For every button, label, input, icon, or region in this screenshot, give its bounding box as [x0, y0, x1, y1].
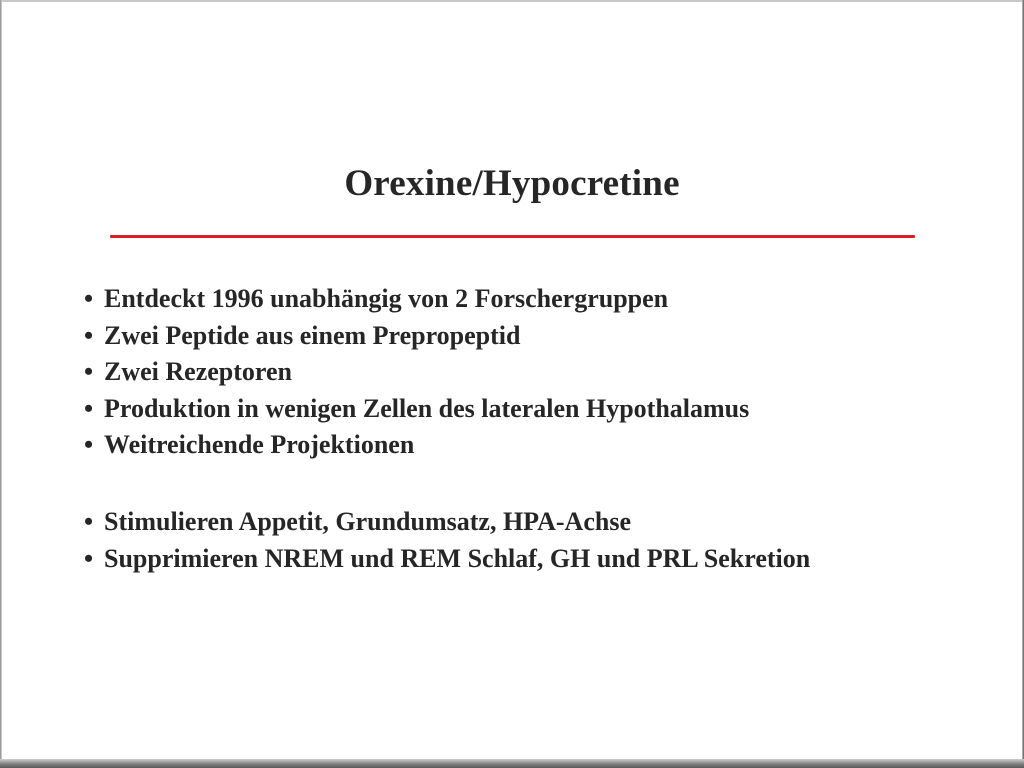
bullet-item: [84, 281, 984, 318]
bullet-list-secondary: [84, 504, 984, 577]
bullet-text: Zwei Rezeptoren: [104, 357, 292, 386]
bullet-text: Weitreichende Projektionen: [104, 430, 415, 459]
bullet-dot: •: [84, 357, 94, 386]
bullet-list-primary: [84, 281, 984, 464]
bullet-item: [84, 504, 984, 541]
bullet-text: Supprimieren NREM und REM Schlaf, GH und PRL Sekretion: [104, 543, 811, 573]
frame-edge-bottom: [0, 759, 1024, 768]
bullet-dot: •: [84, 284, 94, 313]
bullet-item: [84, 354, 984, 391]
bullet-dot: •: [84, 320, 94, 350]
title-underline: [110, 235, 915, 238]
bullet-item: [84, 391, 984, 428]
bullet-text: Stimulieren Appetit, Grundumsatz, HPA-Achse: [104, 507, 631, 536]
bullet-text: Zwei Peptide aus einem Prepropeptid: [104, 320, 521, 350]
bullet-text: Entdeckt 1996 unabhängig von 2 Forschergruppen: [104, 284, 669, 313]
bullet-item: [84, 318, 984, 355]
bullet-item: [84, 541, 984, 578]
bullet-dot: •: [84, 393, 94, 423]
frame-edge-left: [0, 0, 2, 768]
bullet-dot: •: [84, 430, 94, 459]
bullet-dot: •: [84, 507, 94, 536]
slide-title: Orexine/Hypocretine: [344, 163, 680, 204]
bullet-dot: •: [84, 543, 94, 573]
bullet-item: [84, 427, 984, 464]
frame-edge-top: [0, 0, 1024, 2]
bullet-text: Produktion in wenigen Zellen des lateralen Hypothalamus: [104, 393, 750, 423]
